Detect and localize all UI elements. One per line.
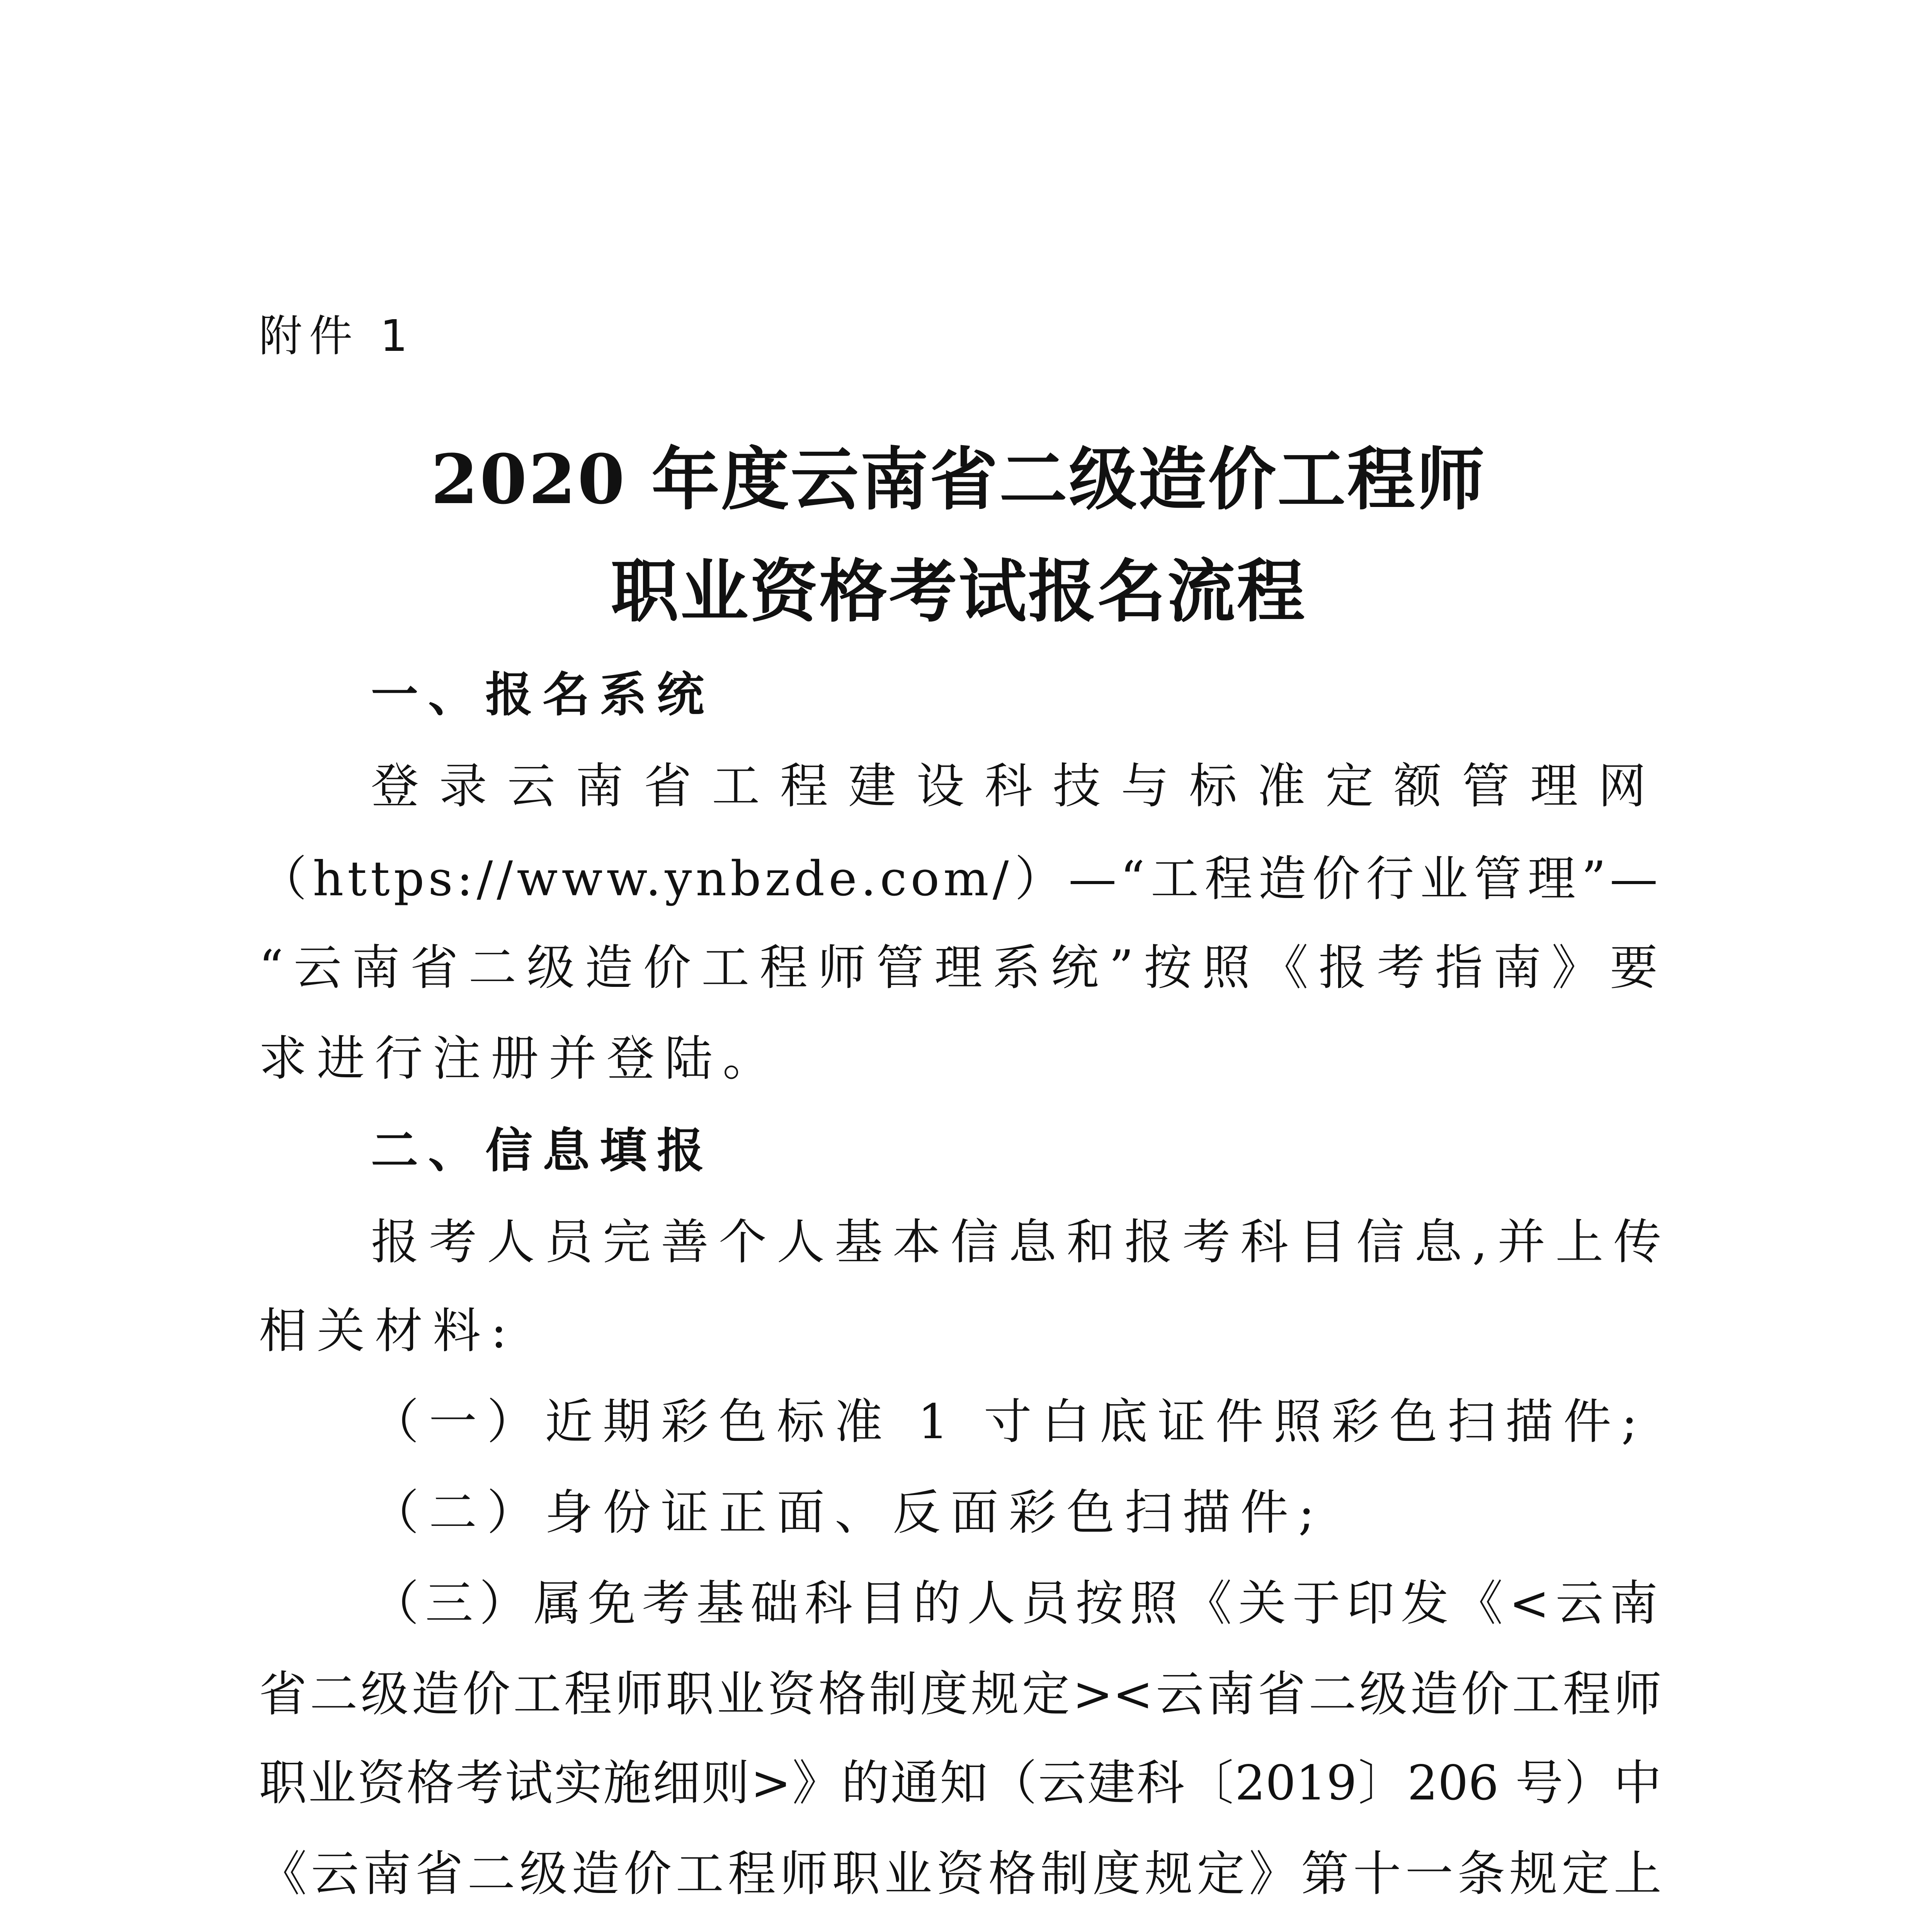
list-item: （二）身份证正面、反面彩色扫描件; xyxy=(371,1485,1325,1541)
list-item-continuation: 《云南省二级造价工程师职业资格制度规定》第十一条规定上 xyxy=(259,1846,1662,1902)
paragraph-line: “云南省二级造价工程师管理系统”按照《报考指南》要 xyxy=(259,940,1662,996)
list-item-continuation xyxy=(259,1926,1662,1932)
document-title-line-1: 2020 年度云南省二级造价工程师 xyxy=(430,439,1487,519)
list-item: （三）属免考基础科目的人员按照《关于印发《<云南 xyxy=(371,1576,1662,1631)
section-heading-information-filling: 二、信息填报 xyxy=(371,1123,714,1178)
section-heading-registration-system: 一、报名系统 xyxy=(371,667,714,722)
paragraph-line: 求进行注册并登陆。 xyxy=(259,1031,781,1087)
attachment-label: 附件 1 xyxy=(259,311,415,361)
paragraph-line: （https://www.ynbzde.com/）—“工程造价行业管理”— xyxy=(259,851,1662,907)
paragraph-line: 登录云南省工程建设科技与标准定额管理网 xyxy=(371,759,1662,814)
list-item-continuation: 职业资格考试实施细则>》的通知（云建科〔2019〕206 号）中 xyxy=(259,1755,1662,1811)
list-item: （一）近期彩色标准 1 寸白底证件照彩色扫描件; xyxy=(371,1394,1648,1450)
paragraph-line: 相关材料: xyxy=(259,1303,517,1359)
paragraph-line: 报考人员完善个人基本信息和报考科目信息,并上传 xyxy=(371,1214,1672,1270)
list-item-continuation: 省二级造价工程师职业资格制度规定><云南省二级造价工程师 xyxy=(259,1667,1662,1722)
document-title-line-2: 职业资格考试报名流程 xyxy=(611,551,1306,631)
